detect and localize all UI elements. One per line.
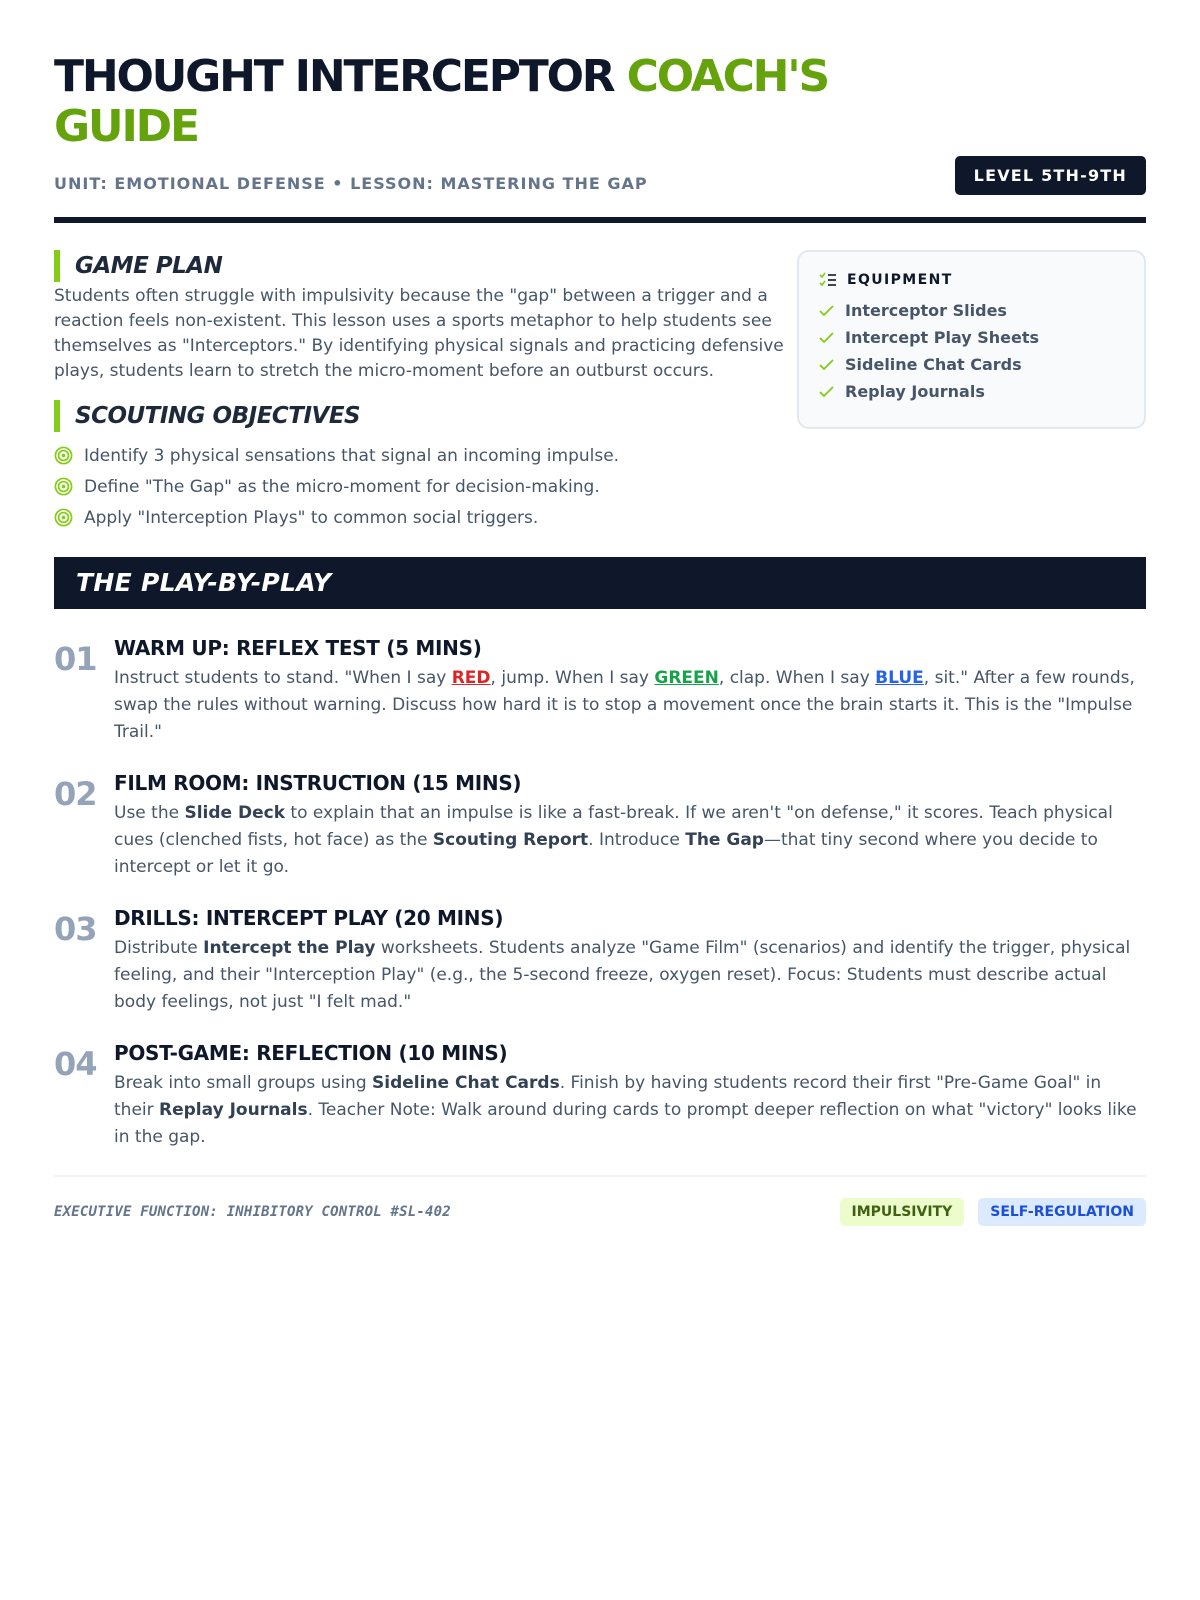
objective-item xyxy=(54,471,784,502)
objective-text: Apply "Interception Plays" to common social triggers. xyxy=(84,507,539,528)
step-body xyxy=(114,770,1146,881)
equipment-item xyxy=(819,297,1124,324)
check-icon xyxy=(819,386,834,398)
keyword-green: GREEN xyxy=(654,668,719,688)
step-number: 01 xyxy=(54,640,97,678)
equipment-item-label: Interceptor Slides xyxy=(845,301,1007,320)
title-accent-guide: GUIDE xyxy=(54,101,198,152)
keyword-red: RED xyxy=(451,668,491,688)
step-text-part: —that tiny second where you decide to intercept or let it go. xyxy=(114,830,1098,877)
objective-text: Define "The Gap" as the micro-moment for decision-making. xyxy=(84,476,600,497)
step-text-part: to explain that an impulse is like a fast-break. If we aren't "on defense," it scores. Teach physical cues (clenched fists, hot face) as the xyxy=(114,803,1113,850)
equipment-item-label: Sideline Chat Cards xyxy=(845,355,1022,374)
target-icon xyxy=(54,508,73,527)
keyword-blue: BLUE xyxy=(875,668,924,688)
step-bold-term: Scouting Report xyxy=(432,830,589,850)
equipment-card xyxy=(797,250,1146,429)
check-icon xyxy=(819,332,834,344)
equipment-heading-text: EQUIPMENT xyxy=(847,272,953,288)
step-text-part: , jump. When I say xyxy=(490,668,655,688)
step-number: 04 xyxy=(54,1045,97,1083)
step-bold-term: Sideline Chat Cards xyxy=(372,1073,560,1093)
step-title: WARM UP: REFLEX TEST (5 MINS) xyxy=(114,636,482,660)
play-by-play-heading: THE PLAY-BY-PLAY xyxy=(54,557,1146,609)
level-badge: LEVEL 5TH-9TH xyxy=(955,156,1146,195)
target-icon xyxy=(54,446,73,465)
step-film-room xyxy=(54,770,1146,881)
page-title xyxy=(54,52,1146,152)
step-post-game xyxy=(54,1040,1146,1151)
game-plan-text: Students often struggle with impulsivity because the "gap" between a trigger and a reaction feels non-existent. This lesson uses a sports metaphor to help students see themselves as "Interceptors." By identifying physical signals and practicing defensive plays, students learn to stretch the micro-moment before an outburst occurs. xyxy=(54,286,784,381)
target-icon xyxy=(54,477,73,496)
step-text-part: Use the xyxy=(114,803,185,823)
tag-self-regulation: SELF-REGULATION xyxy=(978,1198,1146,1226)
overview-section xyxy=(54,250,1146,533)
equipment-item-label: Intercept Play Sheets xyxy=(845,328,1040,347)
check-icon xyxy=(819,305,834,317)
step-bold-term: Slide Deck xyxy=(184,803,286,823)
page-footer xyxy=(54,1198,1146,1226)
step-bold-term: Replay Journals xyxy=(159,1100,308,1120)
objectives-list xyxy=(54,440,784,533)
objective-item xyxy=(54,440,784,471)
overview-left-column xyxy=(54,250,784,533)
equipment-item-label: Replay Journals xyxy=(845,382,985,401)
step-text-part: worksheets. Students analyze "Game Film" (scenarios) and identify the trigger, physical feeling, and their "Interception Play" (e.g., the 5-second freeze, oxygen reset). Focus: Students must describe actual body feelings, not just "I felt mad." xyxy=(114,938,1131,1012)
title-accent: COACH'S xyxy=(626,51,829,102)
equipment-heading xyxy=(819,272,1124,288)
equipment-item xyxy=(819,378,1124,405)
tag-impulsivity: IMPULSIVITY xyxy=(840,1198,965,1226)
check-icon xyxy=(819,359,834,371)
step-text-part: Break into small groups using xyxy=(114,1073,373,1093)
step-number: 02 xyxy=(54,775,97,813)
game-plan-heading: GAME PLAN xyxy=(54,250,784,282)
tag-list xyxy=(826,1198,1146,1226)
step-bold-term: The Gap xyxy=(685,830,764,850)
step-title: FILM ROOM: INSTRUCTION (15 MINS) xyxy=(114,771,522,795)
step-text-part: , clap. When I say xyxy=(718,668,876,688)
step-text-part: . Finish by having students record their first "Pre-Game Goal" in their xyxy=(114,1073,1102,1120)
unit-lesson-subtitle: UNIT: EMOTIONAL DEFENSE • LESSON: MASTERING THE GAP xyxy=(54,174,648,193)
objectives-heading: SCOUTING OBJECTIVES xyxy=(54,400,784,432)
step-drills xyxy=(54,905,1146,1016)
step-body xyxy=(114,635,1146,746)
step-text xyxy=(114,800,1146,881)
subtitle-row xyxy=(54,156,1146,195)
step-warm-up xyxy=(54,635,1146,746)
play-by-play-steps xyxy=(54,635,1146,1151)
step-text-part: . Introduce xyxy=(588,830,686,850)
step-number: 03 xyxy=(54,910,97,948)
title-main: THOUGHT INTERCEPTOR xyxy=(54,51,627,102)
footer-divider xyxy=(54,1175,1146,1177)
objective-item xyxy=(54,502,784,533)
equipment-item xyxy=(819,351,1124,378)
equipment-list xyxy=(819,297,1124,405)
step-text xyxy=(114,665,1146,746)
step-text xyxy=(114,1070,1146,1151)
step-text-part: Instruct students to stand. "When I say xyxy=(114,668,452,688)
step-text xyxy=(114,935,1146,1016)
step-text-part: , sit." After a few rounds, swap the rules without warning. Discuss how hard it is to stop a movement once the brain starts it. This is the "Impulse Trail." xyxy=(114,668,1135,742)
page-header xyxy=(54,52,1146,223)
step-title: POST-GAME: REFLECTION (10 MINS) xyxy=(114,1041,508,1065)
equipment-item xyxy=(819,324,1124,351)
step-bold-term: Intercept the Play xyxy=(203,938,376,958)
step-body xyxy=(114,1040,1146,1151)
step-text-part: Distribute xyxy=(114,938,204,958)
checklist-icon xyxy=(819,272,837,288)
objective-text: Identify 3 physical sensations that signal an incoming impulse. xyxy=(84,445,620,466)
step-title: DRILLS: INTERCEPT PLAY (20 MINS) xyxy=(114,906,504,930)
step-body xyxy=(114,905,1146,1016)
footer-code: EXECUTIVE FUNCTION: INHIBITORY CONTROL #SL-402 xyxy=(54,1204,451,1220)
step-text-part: . Teacher Note: Walk around during cards to prompt deeper reflection on what "victory" looks like in the gap. xyxy=(114,1100,1137,1147)
header-divider xyxy=(54,217,1146,223)
